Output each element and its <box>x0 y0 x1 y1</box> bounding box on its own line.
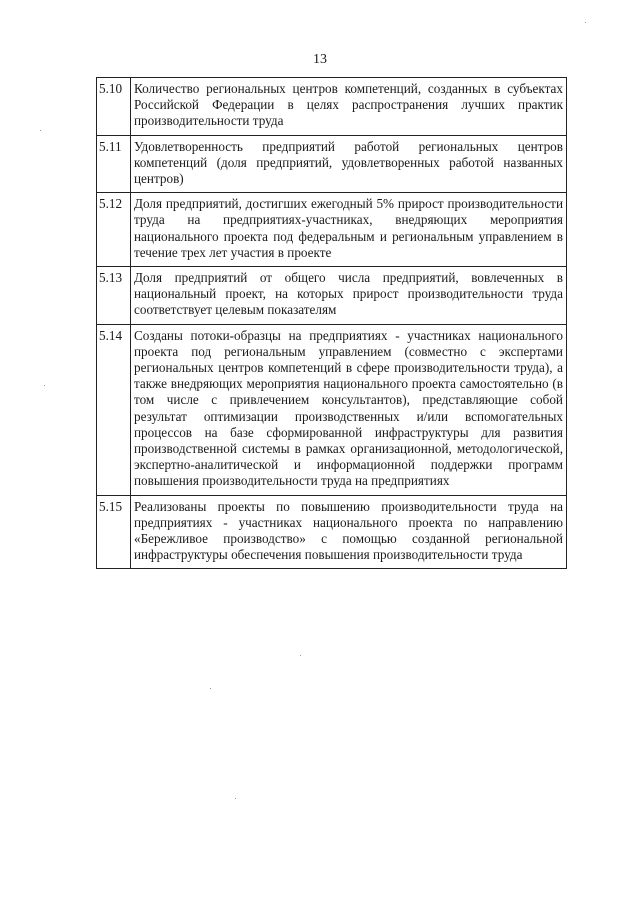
row-text: Реализованы проекты по повышению производительности труда на предприятиях - участниках национального проекта по направлению «Бережливое производство» с помощью созданной региональной инфраструктуры обеспечения повышения производительности труда <box>131 495 567 569</box>
indicators-table <box>96 77 567 569</box>
page-number: 13 <box>313 52 327 67</box>
table-row <box>97 495 567 569</box>
row-number: 5.10 <box>97 78 131 136</box>
row-text: Созданы потоки-образцы на предприятиях - участниках национального проекта под региональным управлением (совместно с экспертами региональных центров компетенций в сфере производительности труда), а также внедряющих мероприятия национального проекта самостоятельно (в том числе с привлечением консультантов), представляющие собой результат оптимизации производственных и/или вспомогательных процессов на базе сформированной инфраструктуры для развития производственной системы в рамках организационной, методологической, экспертно-аналитической и информационной поддержки программ повышения производительности труда на предприятиях <box>131 324 567 495</box>
scan-speck <box>585 22 586 23</box>
row-number: 5.15 <box>97 495 131 569</box>
scan-speck <box>40 130 41 131</box>
row-text: Удовлетворенность предприятий работой региональных центров компетенций (доля предприятий, удовлетворенных работой названных центров) <box>131 135 567 193</box>
row-text: Количество региональных центров компетенций, созданных в субъектах Российской Федерации в целях распространения лучших практик производительности труда <box>131 78 567 136</box>
scan-speck <box>300 655 301 656</box>
table-row <box>97 324 567 495</box>
table-row <box>97 78 567 136</box>
table-row <box>97 135 567 193</box>
row-number: 5.12 <box>97 193 131 267</box>
row-text: Доля предприятий, достигших ежегодный 5% прирост производительности труда на предприятиях-участниках, внедряющих мероприятия национального проекта под федеральным и региональным управлением в течение трех лет участия в проекте <box>131 193 567 267</box>
row-number: 5.11 <box>97 135 131 193</box>
scan-speck <box>210 688 211 689</box>
scan-speck <box>44 385 45 386</box>
scan-speck <box>235 798 236 799</box>
row-number: 5.14 <box>97 324 131 495</box>
row-text: Доля предприятий от общего числа предприятий, вовлеченных в национальный проект, на которых прирост производительности труда соответствует целевым показателям <box>131 267 567 325</box>
row-number: 5.13 <box>97 267 131 325</box>
table-row <box>97 267 567 325</box>
table-row <box>97 193 567 267</box>
